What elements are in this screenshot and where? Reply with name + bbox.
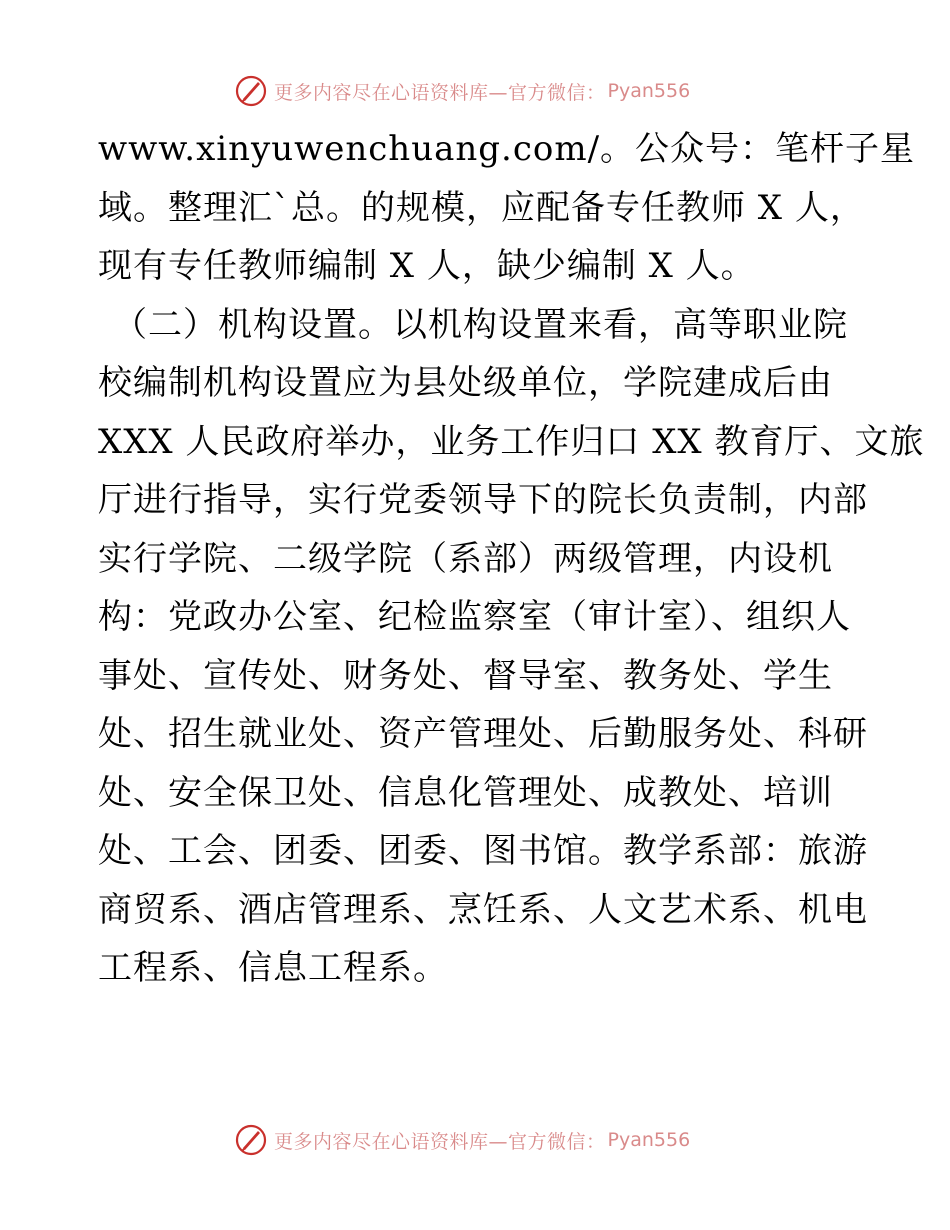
text-line: www.xinyuwenchuang.com/。公众号：笔杆子星 bbox=[98, 129, 916, 169]
quill-pen-icon bbox=[234, 1123, 268, 1157]
paragraph-2 bbox=[98, 296, 925, 998]
text-line: 工程系、信息工程系。 bbox=[98, 948, 448, 988]
document-body bbox=[98, 120, 925, 998]
text-line: XXX 人民政府举办，业务工作归口 XX 教育厅、文旅 bbox=[98, 421, 925, 462]
text-line: 厅进行指导，实行党委领导下的院长负责制，内部 bbox=[98, 480, 868, 520]
text-line: 现有专任教师编制 X 人，缺少编制 X 人。 bbox=[98, 246, 756, 286]
paragraph-1 bbox=[98, 120, 916, 296]
text-line: 构：党政办公室、纪检监察室（审计室）、组织人 bbox=[98, 597, 851, 637]
text-line: 处、工会、团委、团委、图书馆。教学系部：旅游 bbox=[98, 831, 868, 871]
text-line: 商贸系、酒店管理系、烹饪系、人文艺术系、机电 bbox=[98, 889, 868, 930]
watermark-wechat-id: Pyan556 bbox=[607, 1129, 691, 1151]
quill-pen-icon bbox=[234, 74, 268, 108]
text-line: 事处、宣传处、财务处、督导室、教务处、学生 bbox=[98, 655, 833, 696]
watermark-text: 更多内容尽在心语资料库—官方微信： bbox=[274, 1130, 606, 1153]
header-watermark bbox=[234, 74, 690, 108]
text-line: 域。整理汇`总。的规模，应配备专任教师 X 人， bbox=[98, 187, 865, 228]
footer-watermark bbox=[234, 1123, 690, 1157]
text-line: 实行学院、二级学院（系部）两级管理，内设机 bbox=[98, 538, 833, 579]
text-line: （二）机构设置。以机构设置来看，高等职业院 bbox=[113, 304, 848, 345]
watermark-wechat-id: Pyan556 bbox=[607, 80, 691, 102]
watermark-text: 更多内容尽在心语资料库—官方微信： bbox=[274, 81, 606, 104]
text-line: 校编制机构设置应为县处级单位，学院建成后由 bbox=[98, 363, 833, 403]
text-line: 处、安全保卫处、信息化管理处、成教处、培训 bbox=[98, 772, 833, 813]
text-line: 处、招生就业处、资产管理处、后勤服务处、科研 bbox=[98, 714, 868, 754]
